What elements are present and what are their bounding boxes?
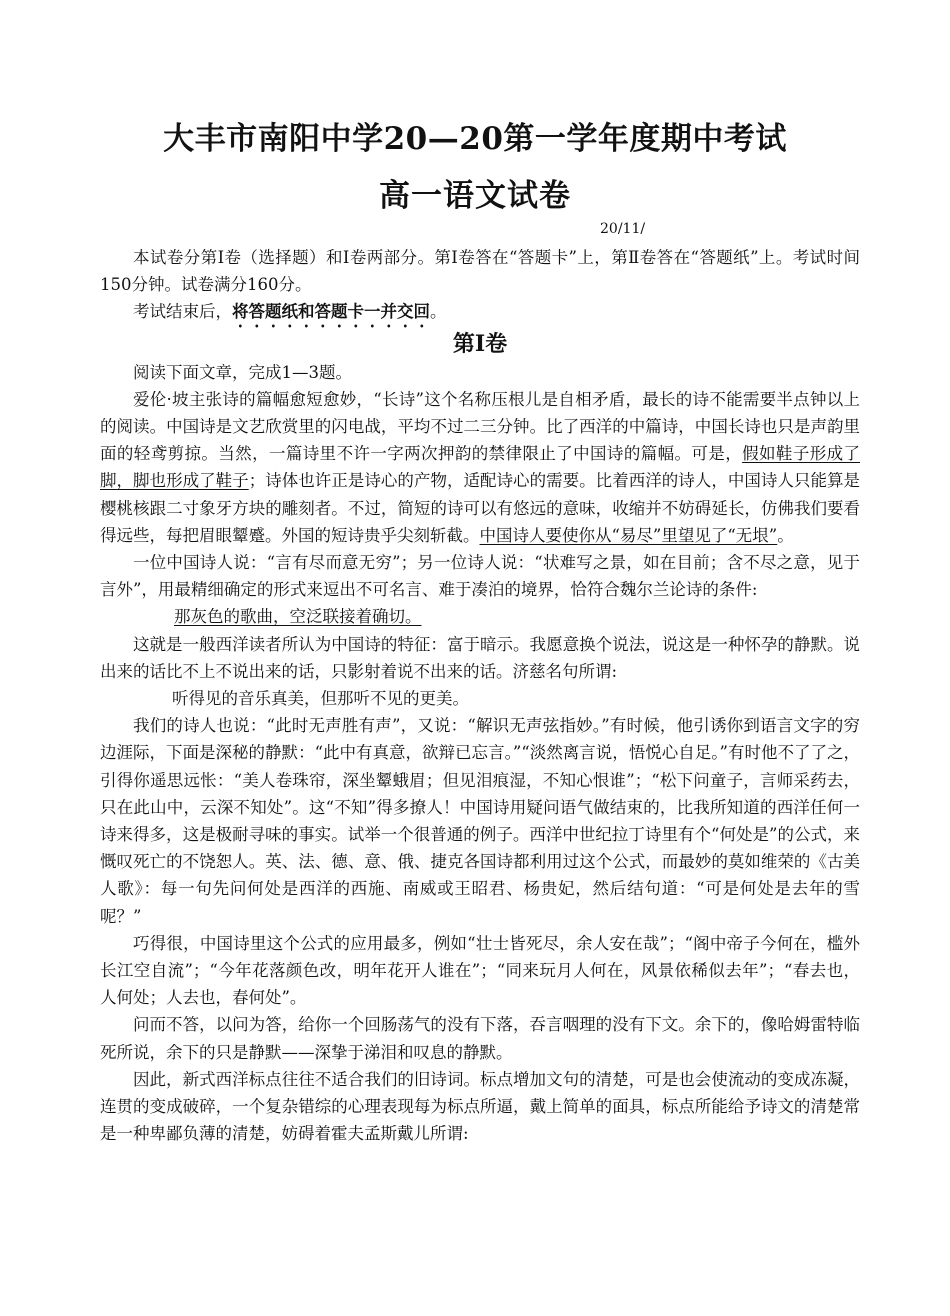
passage-paragraph-6: 问而不答，以问为答，给你一个回肠荡气的没有下落，吞言咽理的没有下文。余下的，像哈姆雷特临死所说，余下的只是静默——深挚于涕泪和叹息的静默。 [100, 1015, 860, 1062]
passage-paragraph-1 [100, 386, 860, 549]
underlined-sentence-1: 假如鞋子形成了脚，脚也形成了鞋子 [100, 444, 861, 491]
passage-text: ；诗体也许正是诗心的产物，适配诗心的需要。比着西洋的诗人，中国诗人只能算是樱桃核跟二寸象牙方块的雕刻者。不过，简短的诗可以有悠远的意味，收缩并不妨碍延长，仿佛我们要看得远些，每把眉眼颦蹙。外国的短诗贵乎尖刻斩截。 [100, 471, 861, 545]
passage-paragraph-3: 这就是一般西洋读者所认为中国诗的特征：富于暗示。我愿意换个说法，说这是一种怀孕的静默。说出来的话比不上不说出来的话，只影射着说不出来的话。济慈名句所谓: [100, 634, 860, 681]
passage-paragraph-2: 一位中国诗人说：“言有尽而意无穷”；另一位诗人说：“状难写之景，如在目前；含不尽之意，见于言外”，用最精细确定的形式来逗出不可名言、难于凑泊的境界，恰符合魏尔兰论诗的条件: [100, 553, 860, 600]
passage-text: 。 [777, 525, 794, 545]
passage-paragraph-5: 巧得很，中国诗里这个公式的应用最多，例如“壮士皆死尽，余人安在哉”；“阁中帝子今何在，槛外长江空自流”；“今年花落颜色改，明年花开人谁在”；“同来玩月人何在，风景依稀似去年”；“春去也，人何处；人去也，春何处”。 [100, 933, 860, 1008]
instructions-paragraph: 本试卷分第Ⅰ卷（选择题）和Ⅰ卷两部分。第Ⅰ卷答在“答题卡”上，第Ⅱ卷答在“答题纸”上。考试时间150分钟。试卷满分160分。 [100, 248, 860, 295]
submission-note-prefix: 考试结束后， [133, 302, 232, 322]
exam-body [100, 244, 860, 1148]
passage-text: 爱伦·坡主张诗的篇幅愈短愈妙，“长诗”这个名称压根儿是自相矛盾，最长的诗不能需要半点钟以上的阅读。中国诗是文艺欣赏里的闪电战，平均不过二三分钟。比了西洋的中篇诗，中国长诗也只是声韵里面的轻鸢剪掠。当然，一篇诗里不许一字两次押韵的禁律限止了中国诗的篇幅。可是， [100, 389, 860, 464]
submission-note [100, 298, 860, 331]
passage-paragraph-7: 因此，新式西洋标点往往不适合我们的旧诗词。标点增加文句的清楚，可是也会使流动的变成冻凝，连贯的变成破碎，一个复杂错综的心理表现每为标点所逼，戴上简单的面具，标点所能给予诗文的清楚常是一种卑鄙负薄的清楚，妨碍着霍夫孟斯戴儿所谓: [100, 1069, 860, 1144]
underlined-sentence-2: 中国诗人要使你从“易尽”里望见了“无垠” [479, 525, 778, 545]
exam-title: 大丰市南阳中学20—20第一学年度期中考试 [163, 121, 787, 157]
submission-note-suffix: 。 [430, 302, 447, 322]
exam-date: 20/11/ [600, 221, 646, 237]
passage-paragraph-4: 我们的诗人也说：“此时无声胜有声”，又说：“解识无声弦指妙。”有时候，他引诱你到语言文字的穷边涯际，下面是深秘的静默：“此中有真意，欲辩已忘言。”“淡然离言说，悟悦心自足。”有时他不了了之，引得你遥思远怅：“美人卷珠帘，深坐颦蛾眉；但见泪痕湿，不知心恨谁”；“松下问童子，言师采药去，只在此山中，云深不知处”。这“不知”得多撩人！中国诗用疑问语气做结束的，比我所知道的西洋任何一诗来得多，这是极耐寻味的事实。试举一个很普通的例子。西洋中世纪拉丁诗里有个“何处是”的公式，来慨叹死亡的不饶恕人。英、法、德、意、俄、捷克各国诗都利用过这个公式，而最妙的莫如维荣的《古美人歌》：每一句先问何处是西洋的西施、南威或王昭君、杨贵妃，然后结句道：“可是何处是去年的雪呢？” [100, 716, 860, 926]
keats-quote: 听得见的音乐真美，但那听不见的更美。 [172, 689, 469, 709]
reading-prompt: 阅读下面文章，完成1—3题。 [133, 362, 352, 382]
submission-note-emphasis: 将答题纸和答题卡一并交回 [232, 302, 430, 322]
verlaine-quote-text: 那灰色的歌曲，空泛联接着确切。 [174, 607, 422, 627]
section-heading: 第Ⅰ卷 [452, 331, 508, 358]
exam-subtitle: 高一语文试卷 [379, 178, 571, 214]
verlaine-quote [100, 603, 860, 630]
